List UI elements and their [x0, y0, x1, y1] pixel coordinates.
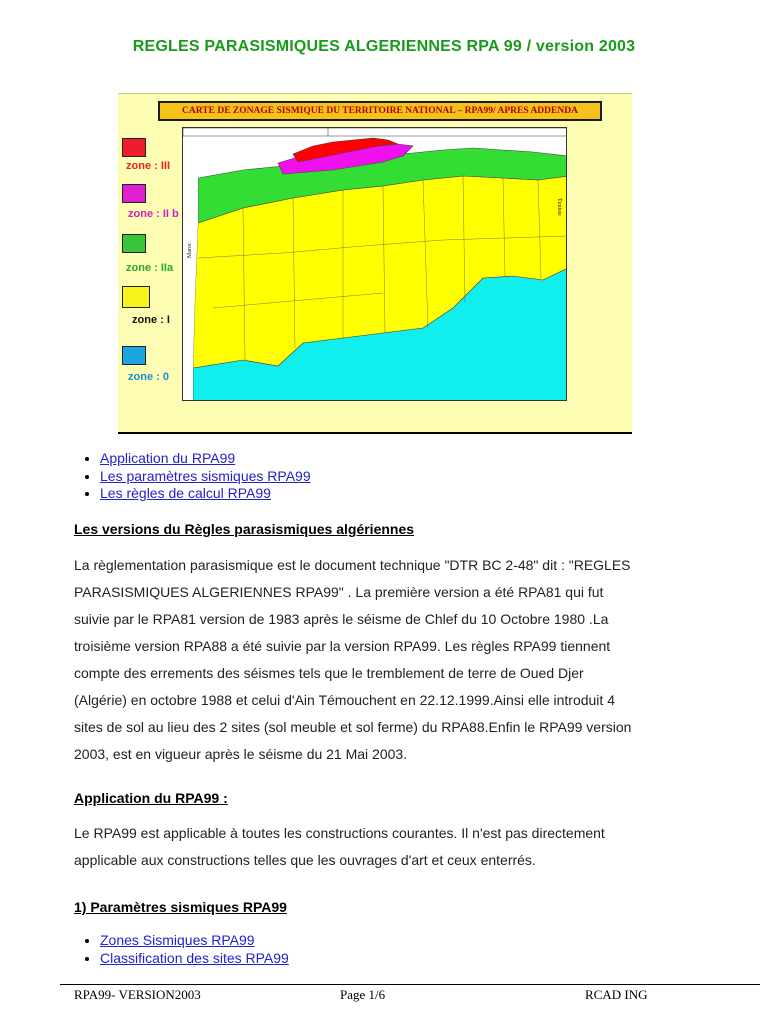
legend-swatch-zone-2a: [122, 234, 146, 253]
footer-left: RPA99- VERSION2003: [74, 987, 201, 1002]
list-item: [100, 485, 311, 503]
legend-swatch-zone-2b: [122, 184, 146, 203]
footer-page-number: Page 1/6: [340, 987, 386, 1002]
section-heading-application: Application du RPA99 :: [74, 790, 228, 806]
link-classification-sites[interactable]: Classification des sites RPA99: [100, 949, 289, 966]
legend-label-zone-2b: zone : II b: [128, 208, 179, 220]
footer-divider: [60, 984, 760, 985]
svg-text:Tunisie: Tunisie: [556, 198, 562, 216]
seismic-zoning-map-figure: [118, 93, 632, 434]
paragraph-line: La règlementation parasismique est le document technique "DTR BC 2-48" dit : "REGLES: [74, 557, 631, 573]
link-parametres-sismiques[interactable]: Les paramètres sismiques RPA99: [100, 467, 311, 484]
legend-swatch-zone-1: [122, 286, 150, 308]
section-paragraph-application: [74, 820, 704, 874]
section-heading-parametres: 1) Paramètres sismiques RPA99: [74, 899, 287, 915]
paragraph-line: PARASISMIQUES ALGERIENNES RPA99" . La première version a été RPA81 qui fut: [74, 584, 604, 600]
list-item: [100, 468, 311, 486]
paragraph-line: troisième version RPA88 a été suivie par la version RPA99. Les règles RPA99 tiennent: [74, 638, 611, 654]
legend-swatch-zone-0: [122, 346, 146, 365]
paragraph-line: (Algérie) en octobre 1988 et celui d'Ain Témouchent en 22.12.1999.Ainsi elle introduit 4: [74, 692, 615, 708]
link-zones-sismiques[interactable]: Zones Sismiques RPA99: [100, 932, 255, 948]
legend-label-zone-2a: zone : IIa: [126, 262, 174, 274]
map-svg: [183, 128, 567, 401]
bottom-links-list: [80, 932, 289, 967]
svg-text:Maroc: Maroc: [187, 242, 193, 258]
list-item: [100, 450, 311, 468]
legend-label-zone-0: zone : 0: [128, 371, 169, 383]
paragraph-line: suivie par le RPA81 version de 1983 après le séisme de Chlef du 10 Octobre 1980 .La: [74, 611, 609, 627]
list-item: [100, 932, 289, 950]
list-item: [100, 950, 289, 968]
top-links-list: [80, 450, 311, 503]
paragraph-line: applicable aux constructions telles que les ouvrages d'art et ceux enterrés.: [74, 852, 536, 868]
legend-label-zone-3: zone : III: [126, 160, 170, 172]
algeria-seismic-map: [182, 127, 567, 401]
page-title: REGLES PARASISMIQUES ALGERIENNES RPA 99 / version 2003: [132, 38, 636, 55]
paragraph-line: Le RPA99 est applicable à toutes les constructions courantes. Il n'est pas directement: [74, 825, 605, 841]
paragraph-line: 2003, est en vigueur après le séisme du 21 Mai 2003.: [74, 746, 408, 762]
paragraph-line: sites de sol au lieu des 2 sites (sol meuble et sol ferme) du RPA88.Enfin le RPA99 version: [74, 719, 632, 735]
footer-right: RCAD ING: [585, 987, 648, 1002]
legend-label-zone-1: zone : I: [132, 314, 170, 326]
map-banner: CARTE DE ZONAGE SISMIQUE DU TERRITOIRE NATIONAL – RPA99/ APRES ADDENDA: [158, 101, 602, 121]
link-application-rpa99[interactable]: Application du RPA99: [100, 450, 236, 466]
section-heading-versions: Les versions du Règles parasismiques algériennes: [74, 521, 415, 537]
section-paragraph-versions: [74, 552, 704, 768]
link-regles-calcul[interactable]: Les règles de calcul RPA99: [100, 485, 271, 501]
paragraph-line: compte des errements des séismes tels que le tremblement de terre de Oued Djer: [74, 665, 584, 681]
legend-swatch-zone-3: [122, 138, 146, 157]
